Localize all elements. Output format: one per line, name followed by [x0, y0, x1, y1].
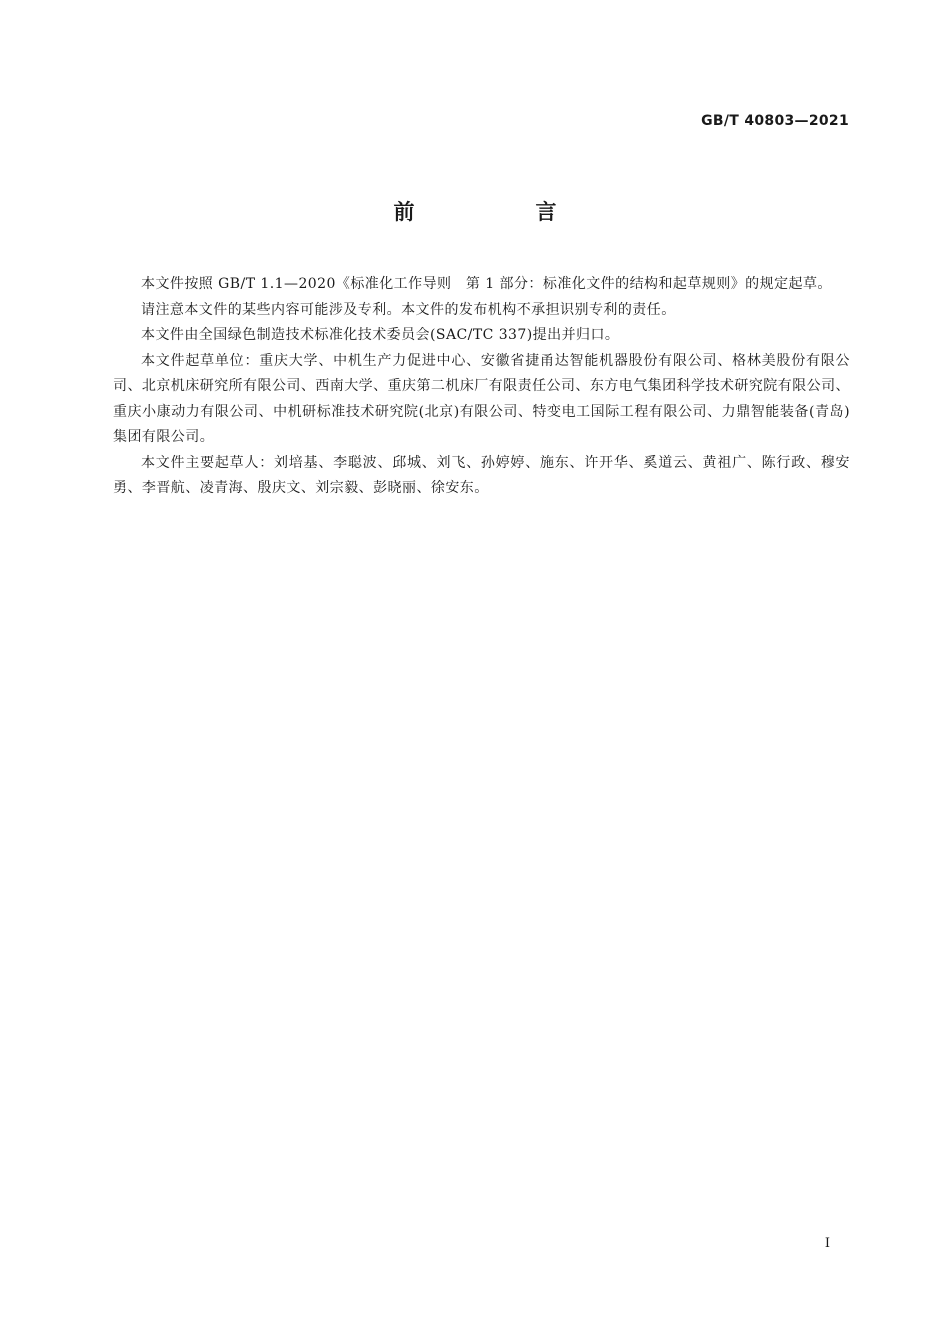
paragraph-drafters: 本文件主要起草人：刘培基、李聪波、邱城、刘飞、孙婷婷、施东、许开华、奚道云、黄祖广、陈行政、穆安勇、李晋航、凌青海、殷庆文、刘宗毅、彭晓丽、徐安东。 — [113, 454, 850, 496]
foreword-body — [113, 272, 850, 502]
paragraph-drafting-units: 本文件起草单位：重庆大学、中机生产力促进中心、安徽省捷甬达智能机器股份有限公司、格林美股份有限公司、北京机床研究所有限公司、西南大学、重庆第二机床厂有限责任公司、东方电气集团科学技术研究院有限公司、重庆小康动力有限公司、中机研标准技术研究院(北京)有限公司、特变电工国际工程有限公司、力鼎智能装备(青岛)集团有限公司。 — [113, 352, 850, 445]
paragraph-proposer: 本文件由全国绿色制造技术标准化技术委员会(SAC/TC 337)提出并归口。 — [141, 327, 620, 343]
page-number: I — [824, 1236, 830, 1251]
document-number: GB/T 40803—2021 — [701, 113, 849, 129]
page-title: 前 言 — [393, 200, 607, 224]
paragraph-patent-notice: 请注意本文件的某些内容可能涉及专利。本文件的发布机构不承担识别专利的责任。 — [141, 301, 676, 318]
paragraph-drafting-rules: 本文件按照 GB/T 1.1—2020《标准化工作导则 第 1 部分：标准化文件的结构和起草规则》的规定起草。 — [141, 276, 832, 292]
